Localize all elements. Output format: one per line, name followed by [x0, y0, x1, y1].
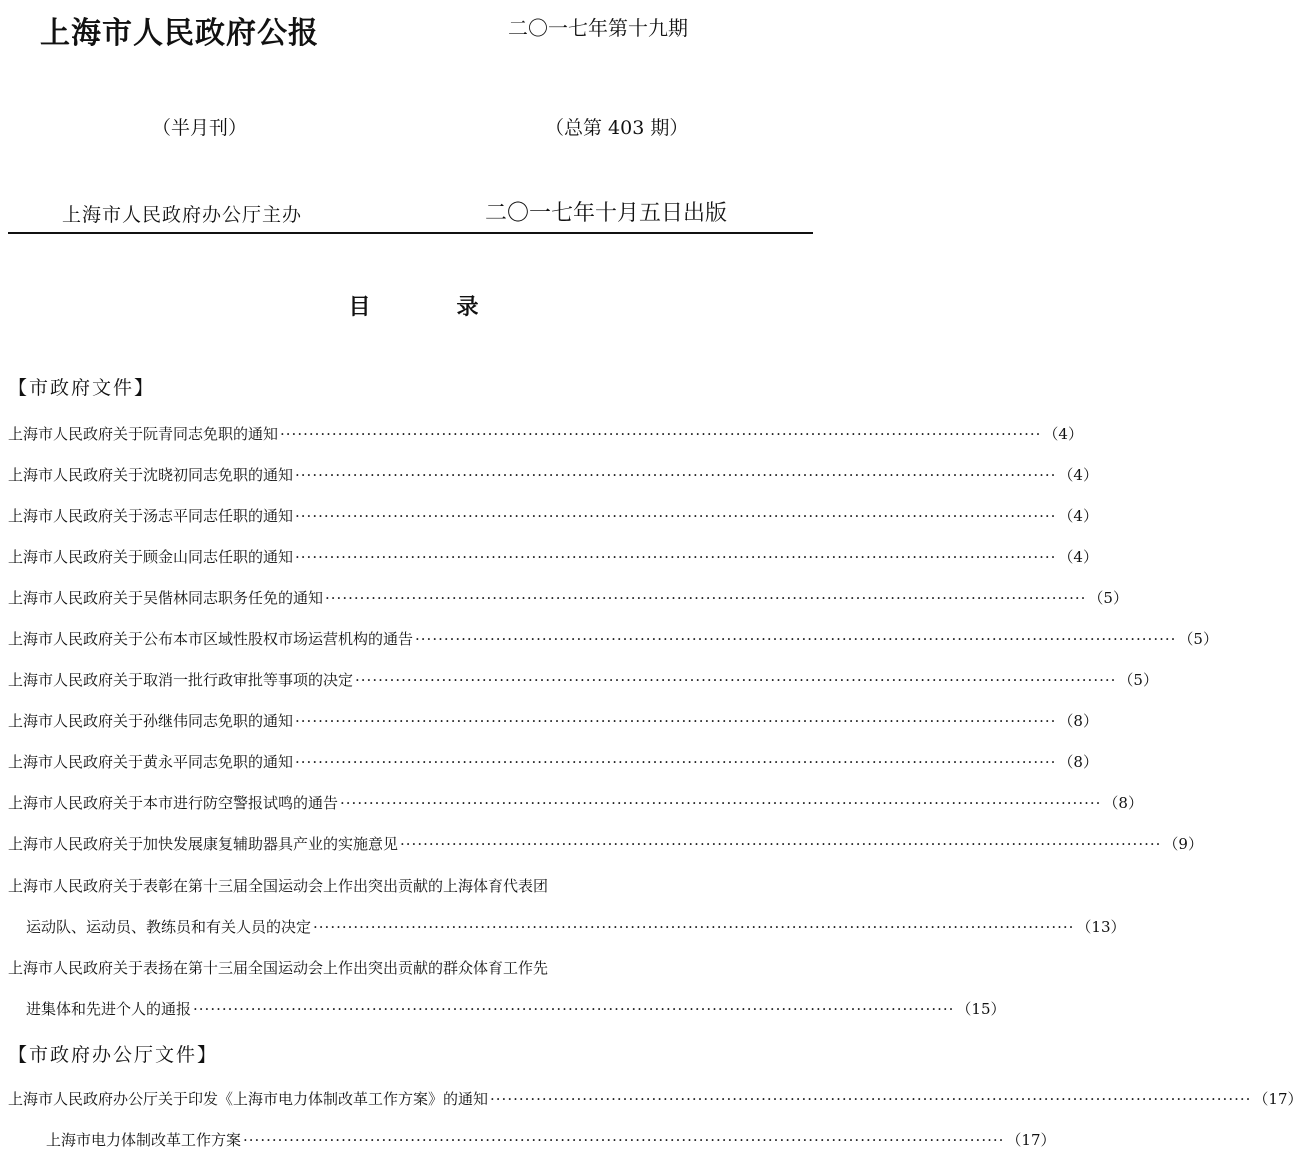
toc-entry-first-line[interactable] — [8, 957, 813, 978]
toc-entry-page: （17） — [1253, 1090, 1303, 1108]
header-divider — [8, 232, 813, 234]
toc-entry[interactable] — [8, 546, 1098, 567]
toc-entry-page: （8） — [1058, 753, 1098, 771]
dot-leader: ···································································································································· — [193, 1000, 955, 1018]
toc-entry-page: （15） — [956, 1000, 1006, 1018]
toc-entry-page: （13） — [1076, 918, 1126, 936]
toc-entry[interactable] — [8, 710, 1098, 731]
toc-entry[interactable] — [46, 1129, 1056, 1150]
toc-entry-page: （5） — [1178, 630, 1218, 648]
dot-leader: ···································································································································· — [295, 712, 1057, 730]
toc-entry-title: 上海市人民政府关于公布本市区域性股权市场运营机构的通告 — [8, 630, 414, 648]
dot-leader: ···································································································································· — [280, 425, 1042, 443]
dot-leader: ···································································································································· — [295, 507, 1057, 525]
toc-entry[interactable] — [8, 423, 1083, 444]
toc-entry[interactable] — [8, 587, 1128, 608]
toc-entry-title: 上海市人民政府关于加快发展康复辅助器具产业的实施意见 — [8, 835, 399, 853]
toc-entry-page: （5） — [1088, 589, 1128, 607]
gazette-title: 上海市人民政府公报 — [40, 16, 319, 51]
toc-entry-continuation[interactable] — [26, 998, 1006, 1019]
toc-entry-title: 上海市人民政府关于黄永平同志免职的通知 — [8, 753, 294, 771]
section-heading-municipal-government: 【市政府文件】 — [8, 377, 156, 399]
toc-entry[interactable] — [8, 505, 1098, 526]
toc-entry-page: （5） — [1118, 671, 1158, 689]
toc-entry-title: 上海市人民政府关于沈晓初同志免职的通知 — [8, 466, 294, 484]
toc-entry-title: 上海市人民政府关于孙继伟同志免职的通知 — [8, 712, 294, 730]
dot-leader: ···································································································································· — [355, 671, 1117, 689]
dot-leader: ···································································································································· — [400, 835, 1162, 853]
toc-entry-title: 上海市人民政府关于汤志平同志任职的通知 — [8, 507, 294, 525]
toc-entry-page: （4） — [1043, 425, 1083, 443]
toc-entry-title: 上海市人民政府关于顾金山同志任职的通知 — [8, 548, 294, 566]
toc-entry[interactable] — [8, 628, 1218, 649]
toc-entry[interactable] — [8, 1088, 1303, 1109]
sponsor: 上海市人民政府办公厅主办 — [62, 204, 303, 226]
dot-leader: ···································································································································· — [295, 466, 1057, 484]
toc-entry-title: 上海市人民政府关于本市进行防空警报试鸣的通告 — [8, 794, 339, 812]
toc-entry-page: （4） — [1058, 466, 1098, 484]
toc-entry-title: 上海市人民政府办公厅关于印发《上海市电力体制改革工作方案》的通知 — [8, 1090, 489, 1108]
toc-entry-title-continued: 运动队、运动员、教练员和有关人员的决定 — [26, 918, 312, 936]
dot-leader: ···································································································································· — [325, 589, 1087, 607]
toc-entry[interactable] — [8, 751, 1098, 772]
toc-entry[interactable] — [8, 464, 1098, 485]
toc-entry-page: （4） — [1058, 507, 1098, 525]
toc-entry-title: 上海市电力体制改革工作方案 — [46, 1131, 242, 1149]
toc-entry-title: 上海市人民政府关于阮青同志免职的通知 — [8, 425, 279, 443]
toc-entry-title: 上海市人民政府关于表扬在第十三届全国运动会上作出突出贡献的群众体育工作先 — [8, 959, 549, 977]
dot-leader: ···································································································································· — [490, 1090, 1252, 1108]
toc-entry-title-continued: 进集体和先进个人的通报 — [26, 1000, 192, 1018]
issue-number: 二〇一七年第十九期 — [508, 16, 688, 40]
toc-entry[interactable] — [8, 792, 1143, 813]
toc-entry-continuation[interactable] — [26, 916, 1126, 937]
toc-entry-page: （8） — [1103, 794, 1143, 812]
toc-entry-page: （8） — [1058, 712, 1098, 730]
dot-leader: ···································································································································· — [415, 630, 1177, 648]
dot-leader: ···································································································································· — [243, 1131, 1005, 1149]
dot-leader: ···································································································································· — [313, 918, 1075, 936]
toc-entry-title: 上海市人民政府关于吴偕林同志职务任免的通知 — [8, 589, 324, 607]
toc-entry[interactable] — [8, 669, 1158, 690]
toc-title: 目录 — [348, 294, 565, 320]
dot-leader: ···································································································································· — [295, 753, 1057, 771]
toc-entry-page: （9） — [1163, 835, 1203, 853]
toc-entry-title: 上海市人民政府关于表彰在第十三届全国运动会上作出突出贡献的上海体育代表团 — [8, 877, 549, 895]
toc-entry-first-line[interactable] — [8, 875, 813, 896]
toc-entry[interactable] — [8, 833, 1203, 854]
dot-leader: ···································································································································· — [295, 548, 1057, 566]
dot-leader: ···································································································································· — [340, 794, 1102, 812]
section-heading-general-office: 【市政府办公厅文件】 — [8, 1044, 219, 1066]
total-issue-number: （总第 403 期） — [545, 117, 689, 139]
toc-entry-title: 上海市人民政府关于取消一批行政审批等事项的决定 — [8, 671, 354, 689]
toc-entry-page: （17） — [1006, 1131, 1056, 1149]
toc-entry-page: （4） — [1058, 548, 1098, 566]
publication-frequency: （半月刊） — [152, 117, 248, 139]
publication-date: 二〇一七年十月五日出版 — [485, 201, 728, 226]
